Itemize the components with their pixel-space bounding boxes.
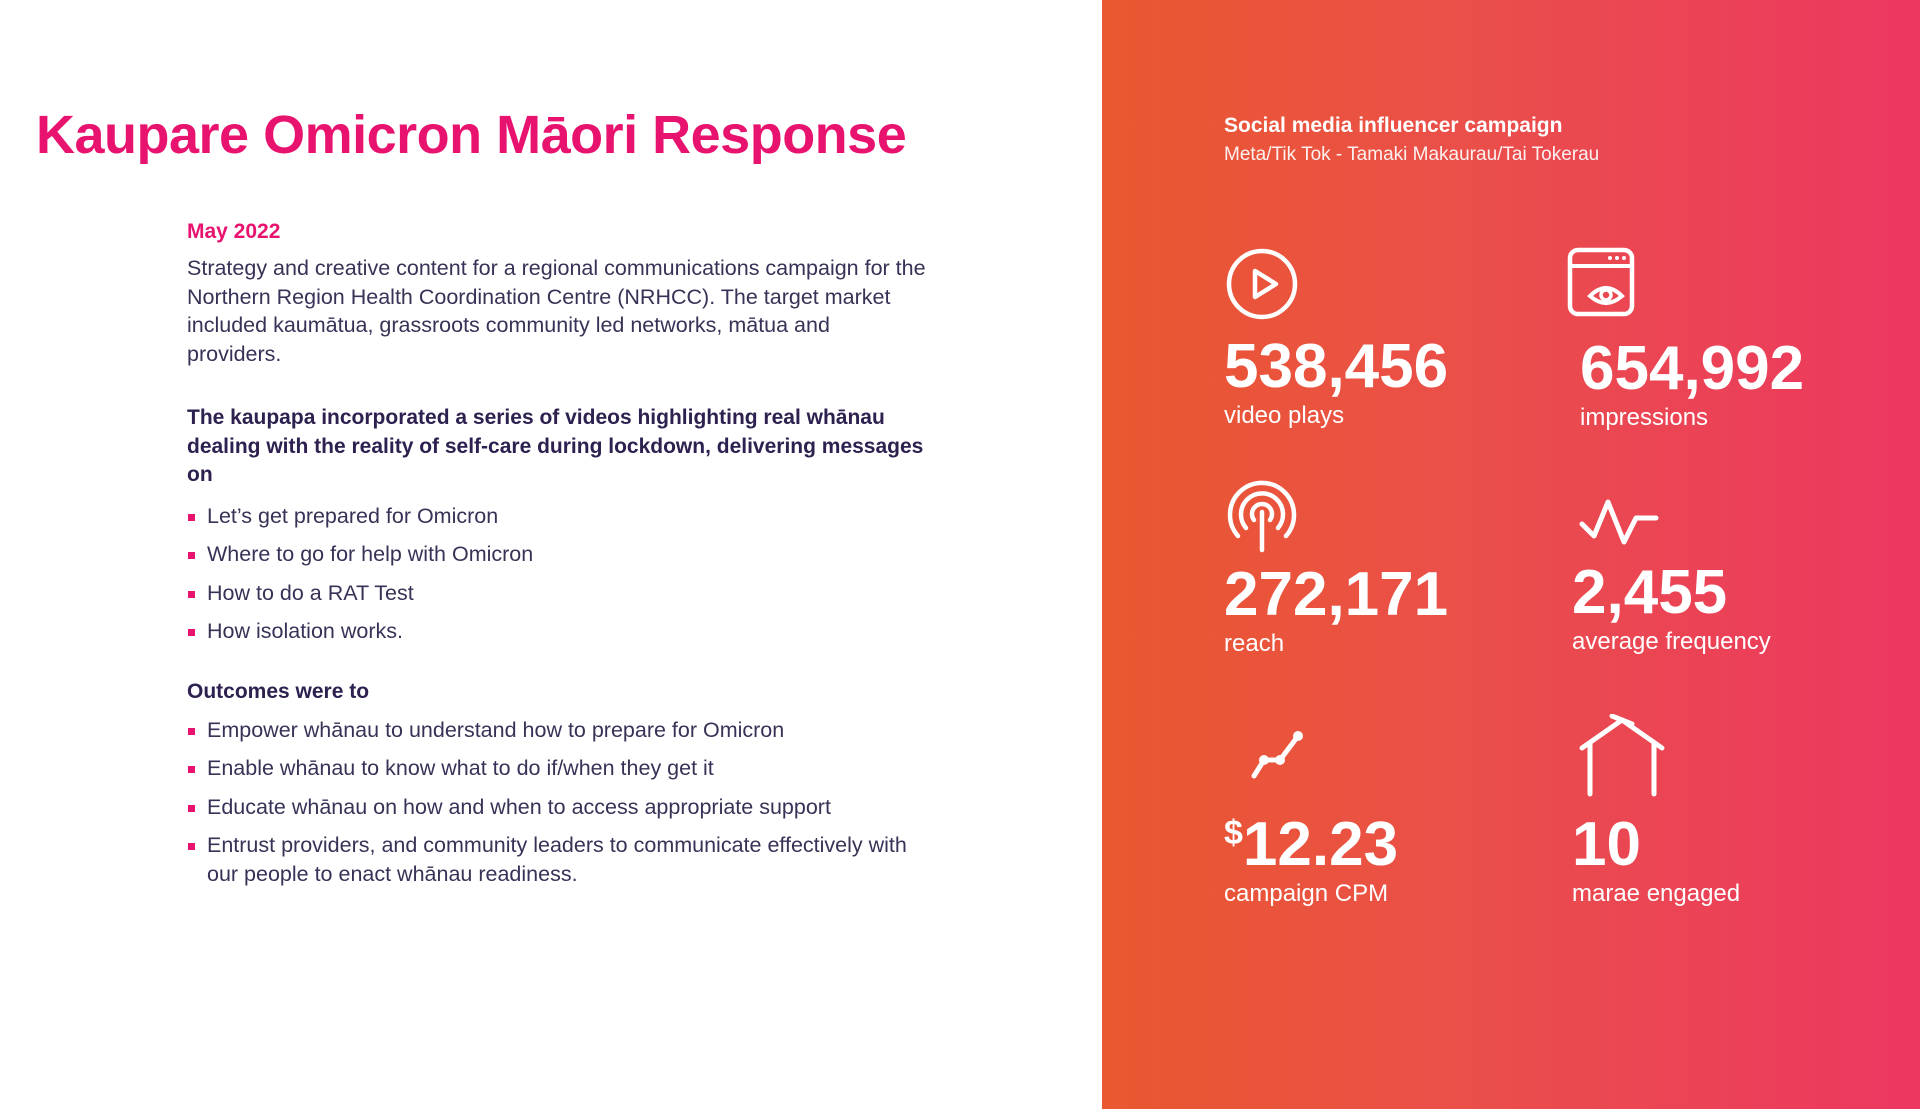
stat-impressions: [1566, 246, 1804, 433]
play-icon: [1224, 246, 1300, 322]
stat-value: 2,455: [1572, 558, 1728, 627]
currency-symbol: $: [1224, 814, 1243, 852]
stat-marae-engaged: [1572, 714, 1740, 909]
browser-eye-icon: [1566, 246, 1638, 320]
list-item: Educate whānau on how and when to access appropriate support: [187, 793, 927, 822]
list-item: Where to go for help with Omicron: [187, 540, 927, 569]
house-icon: [1572, 714, 1676, 798]
stat-value: [1224, 810, 1399, 879]
content-column: [187, 220, 927, 898]
stat-label: average frequency: [1572, 628, 1771, 655]
page-title: Kaupare Omicron Māori Response: [36, 105, 907, 165]
messages-list: [187, 502, 927, 646]
pulse-icon: [1572, 494, 1668, 552]
campaign-title: Social media influencer campaign: [1224, 114, 1563, 137]
stat-label: video plays: [1224, 402, 1345, 429]
stat-label: impressions: [1580, 404, 1709, 431]
stat-campaign-cpm: [1224, 722, 1398, 909]
stat-label: reach: [1224, 630, 1285, 657]
stat-value: 654,992: [1580, 334, 1805, 403]
outcomes-heading: Outcomes were to: [187, 679, 370, 703]
kaupapa-heading: The kaupapa incorporated a series of videos highlighting real whānau dealing with the reality of self-care during lockdown, delivering messages on: [187, 406, 924, 486]
list-item: How isolation works.: [187, 617, 927, 646]
list-item: How to do a RAT Test: [187, 579, 927, 608]
stats-panel: [1102, 0, 1920, 1109]
stat-average-frequency: [1572, 494, 1771, 657]
broadcast-icon: [1224, 478, 1300, 554]
intro-paragraph: Strategy and creative content for a regional communications campaign for the Northern Region Health Coordination Centre (NRHCC). The target market included kaumātua, grassroots community led networks, mātua and providers.: [187, 256, 926, 366]
list-item: Enable whānau to know what to do if/when they get it: [187, 754, 927, 783]
stat-value: 10: [1572, 810, 1641, 879]
outcomes-list: [187, 716, 927, 889]
stat-reach: [1224, 478, 1448, 659]
stat-value: 272,171: [1224, 560, 1449, 629]
stat-value: 538,456: [1224, 332, 1449, 401]
stat-label: campaign CPM: [1224, 880, 1389, 907]
campaign-subtitle: Meta/Tik Tok - Tamaki Makaurau/Tai Tokerau: [1224, 144, 1600, 165]
list-item: Let’s get prepared for Omicron: [187, 502, 927, 531]
list-item: Entrust providers, and community leaders to communicate effectively with our people to enact whānau readiness.: [187, 831, 927, 888]
list-item: Empower whānau to understand how to prepare for Omicron: [187, 716, 927, 745]
stat-label: marae engaged: [1572, 880, 1741, 907]
trend-line-icon: [1224, 722, 1320, 784]
stat-number: 12.23: [1242, 810, 1399, 879]
date-label: May 2022: [187, 220, 281, 243]
stat-video-plays: [1224, 246, 1448, 431]
